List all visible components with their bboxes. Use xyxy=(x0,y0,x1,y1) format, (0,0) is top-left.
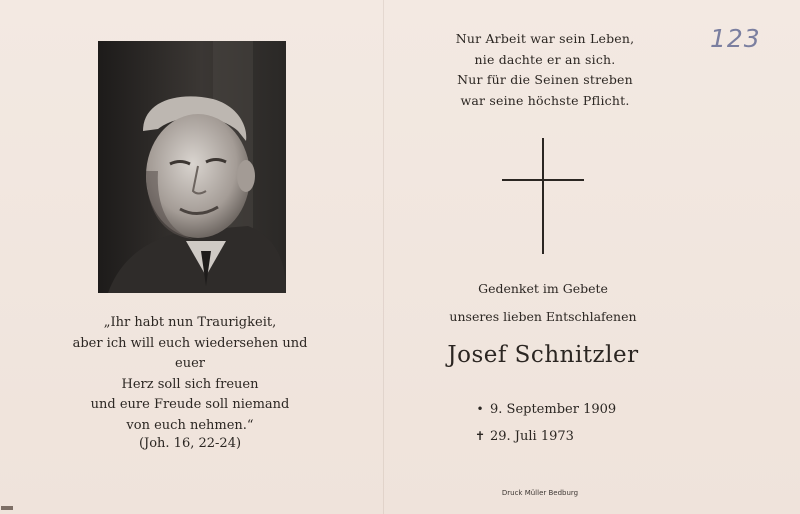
death-cross-icon: ✝ xyxy=(474,429,486,443)
quote-line: „Ihr habt nun Traurigkeit, xyxy=(103,315,277,330)
quote-line: und eure Freude soll niemand xyxy=(90,397,290,412)
remembrance-line: unseres lieben Entschlafenen xyxy=(449,309,637,324)
portrait-photo xyxy=(98,41,286,293)
life-dates xyxy=(470,396,630,450)
cross-icon xyxy=(502,138,584,254)
remembrance-line: Gedenket im Gebete xyxy=(478,281,608,296)
poem-line: Nur für die Seinen streben xyxy=(457,72,633,87)
quote-reference: (Joh. 16, 22-24) xyxy=(138,436,242,451)
poem-line: nie dachte er an sich. xyxy=(474,51,616,67)
birth-date: 9. September 1909 xyxy=(490,402,617,417)
poem-line: Nur Arbeit war sein Leben, xyxy=(455,31,635,46)
printer-imprint: Druck Müller Bedburg xyxy=(501,489,579,497)
poem-line: war seine höchste Pflicht. xyxy=(460,92,630,108)
handwritten-number: 123 xyxy=(710,24,761,53)
bible-quote xyxy=(60,313,320,436)
quote-line: Herz soll sich freuen xyxy=(121,376,259,392)
birth-icon: • xyxy=(476,402,484,416)
quote-line: von euch nehmen.“ xyxy=(126,417,254,433)
quote-line: aber ich will euch wiedersehen und euer xyxy=(72,335,308,371)
portrait-illustration xyxy=(98,41,286,293)
center-fold xyxy=(383,0,384,514)
memorial-poem xyxy=(430,29,660,111)
deceased-name: Josef Schnitzler xyxy=(447,342,639,368)
edge-mark xyxy=(1,506,13,510)
remembrance-text xyxy=(430,275,656,331)
death-date: 29. Juli 1973 xyxy=(490,429,574,444)
